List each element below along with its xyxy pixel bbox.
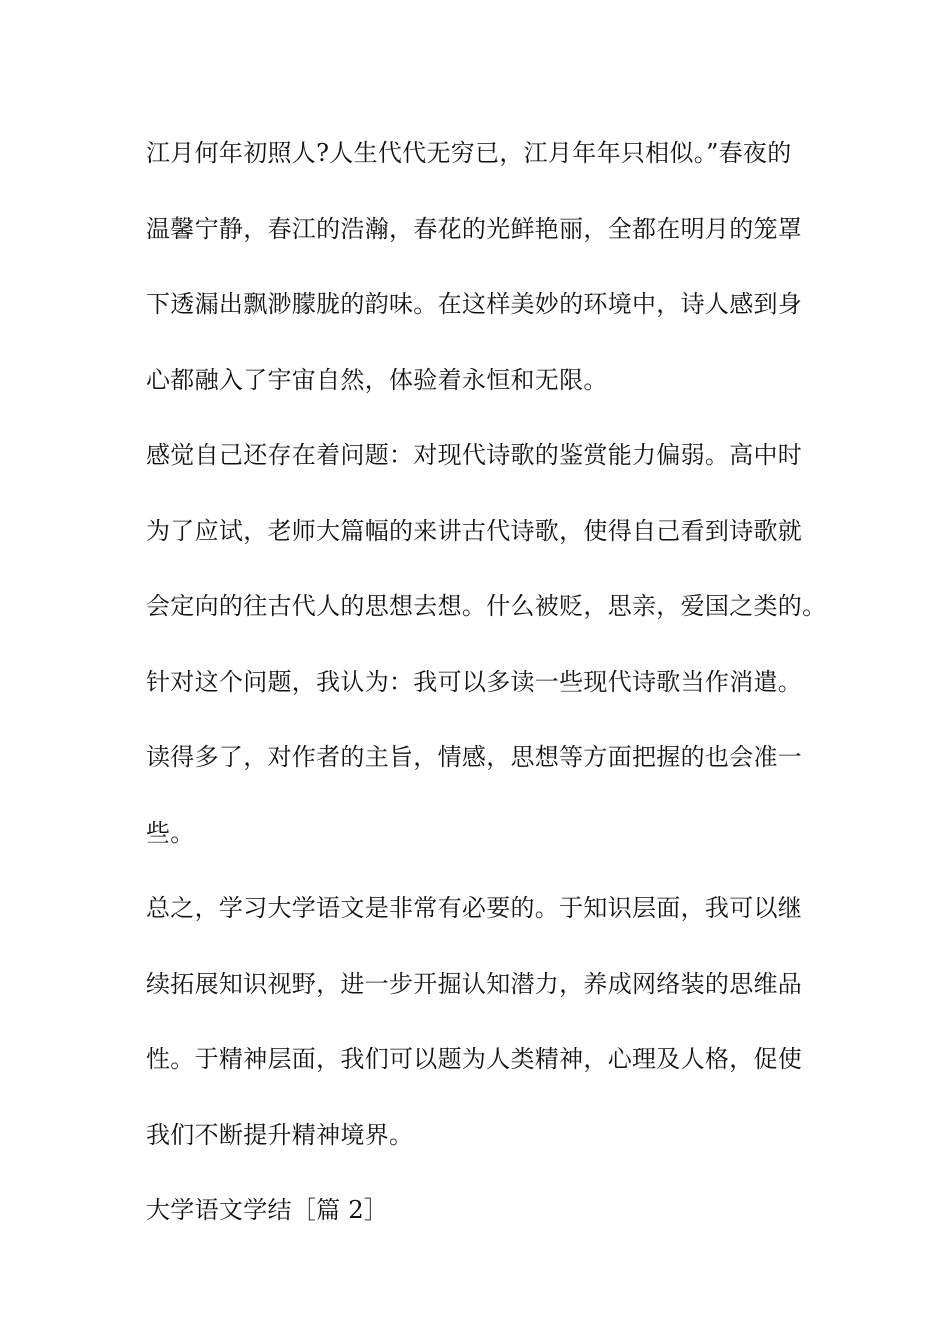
text-line: 我们不断提升精神境界。 — [146, 1120, 414, 1149]
text-line: 温馨宁静，春江的浩瀚，春花的光鲜艳丽，全都在明月的笼罩 — [146, 214, 803, 243]
text-line: 感觉自己还存在着问题：对现代诗歌的鉴赏能力偏弱。高中时 — [146, 441, 803, 469]
text-line: 为了应试，老师大篇幅的来讲古代诗歌，使得自己看到诗歌就 — [146, 516, 803, 545]
text-line: 性。于精神层面，我们可以题为人类精神，心理及人格，促使 — [146, 1045, 803, 1073]
text-line: 读得多了，对作者的主旨，情感，思想等方面把握的也会准一 — [146, 743, 803, 771]
text-line: 些。 — [146, 818, 195, 847]
section-heading: 大学语文学结［篇 2］ — [146, 1196, 389, 1224]
text-line: 会定向的往古代人的思想去想。什么被贬，思亲，爱国之类的。 — [146, 592, 827, 620]
document-body — [146, 125, 826, 1258]
text-line: 江月何年初照人?人生代代无穷已，江月年年只相似。”春夜的 — [146, 139, 792, 167]
text-line: 针对这个问题，我认为：我可以多读一些现代诗歌当作消遣。 — [146, 667, 803, 696]
text-line: 心都融入了宇宙自然，体验着永恒和无限。 — [146, 365, 608, 394]
text-line: 下透漏出飘渺朦胧的韵味。在这样美妙的环境中，诗人感到身 — [146, 290, 803, 318]
text-line: 续拓展知识视野，进一步开掘认知潜力，养成网络装的思维品 — [146, 969, 803, 998]
text-line: 总之，学习大学语文是非常有必要的。于知识层面，我可以继 — [146, 894, 803, 922]
